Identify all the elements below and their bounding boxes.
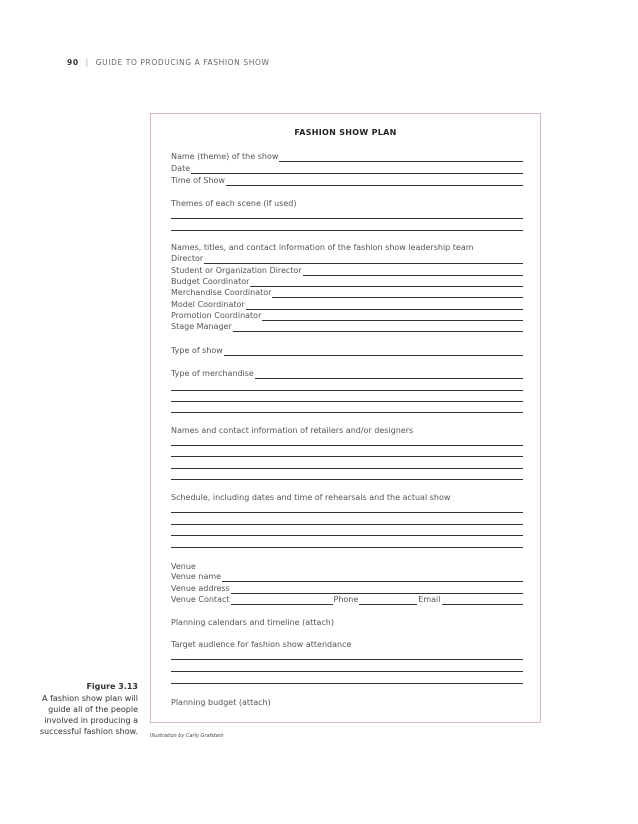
figure-label: Figure 3.13 [86, 682, 138, 691]
schedule-line[interactable] [171, 547, 523, 548]
stage-manager-label: Stage Manager [171, 322, 232, 331]
figure-caption [28, 681, 138, 737]
target-audience-line[interactable] [171, 671, 523, 672]
planning-calendars-label: Planning calendars and timeline (attach) [171, 618, 334, 627]
retailers-line[interactable] [171, 445, 523, 446]
retailers-line[interactable] [171, 456, 523, 457]
student-org-director-blank[interactable] [303, 267, 523, 276]
figure-caption-text: A fashion show plan will guide all of the people involved in producing a successful fashion show. [39, 694, 138, 736]
model-coordinator-blank[interactable] [246, 301, 523, 310]
date-row [171, 164, 523, 174]
schedule-line[interactable] [171, 535, 523, 536]
leadership-heading: Names, titles, and contact information of the fashion show leadership team [171, 243, 474, 252]
name-theme-row [171, 152, 523, 162]
promotion-coordinator-blank[interactable] [262, 312, 523, 321]
time-of-show-blank[interactable] [226, 177, 523, 186]
target-audience-line[interactable] [171, 659, 523, 660]
budget-coordinator-row [171, 277, 523, 287]
venue-name-row [171, 572, 523, 582]
illustration-credit: Illustration by Carly Grafstein [150, 733, 224, 739]
type-of-show-label: Type of show [171, 346, 223, 355]
type-of-show-row [171, 346, 523, 356]
email-label: Email [418, 595, 441, 604]
schedule-line[interactable] [171, 512, 523, 513]
schedule-heading: Schedule, including dates and time of rehearsals and the actual show [171, 493, 451, 502]
model-coordinator-row [171, 300, 523, 310]
venue-contact-row [171, 595, 523, 605]
type-of-show-blank[interactable] [224, 347, 523, 356]
fashion-show-plan-form [150, 113, 541, 723]
stage-manager-blank[interactable] [233, 323, 523, 332]
venue-address-row [171, 584, 523, 594]
student-org-director-row [171, 266, 523, 276]
promotion-coordinator-label: Promotion Coordinator [171, 311, 262, 320]
email-blank[interactable] [442, 596, 524, 605]
running-title: GUIDE TO PRODUCING A FASHION SHOW [95, 58, 270, 67]
budget-coordinator-blank[interactable] [250, 278, 523, 287]
phone-blank[interactable] [359, 596, 417, 605]
retailers-heading: Names and contact information of retailers and/or designers [171, 426, 414, 435]
name-theme-blank[interactable] [279, 153, 523, 162]
merchandise-coordinator-label: Merchandise Coordinator [171, 288, 272, 297]
venue-name-label: Venue name [171, 572, 222, 581]
venue-address-blank[interactable] [231, 585, 523, 594]
retailers-line[interactable] [171, 479, 523, 480]
type-of-merchandise-blank[interactable] [255, 370, 523, 379]
themes-line[interactable] [171, 218, 523, 219]
time-of-show-row [171, 176, 523, 186]
model-coordinator-label: Model Coordinator [171, 300, 245, 309]
form-title: FASHION SHOW PLAN [294, 128, 397, 137]
venue-contact-label: Venue Contact [171, 595, 230, 604]
date-label: Date [171, 164, 191, 173]
merchandise-line[interactable] [171, 390, 523, 391]
venue-address-label: Venue address [171, 584, 230, 593]
venue-name-blank[interactable] [222, 573, 523, 582]
date-blank[interactable] [191, 165, 523, 174]
merchandise-line[interactable] [171, 412, 523, 413]
merchandise-line[interactable] [171, 401, 523, 402]
name-theme-label: Name (theme) of the show [171, 152, 279, 161]
time-of-show-label: Time of Show [171, 176, 225, 185]
planning-budget-label: Planning budget (attach) [171, 698, 271, 707]
stage-manager-row [171, 322, 523, 332]
budget-coordinator-label: Budget Coordinator [171, 277, 250, 286]
director-label: Director [171, 254, 204, 263]
promotion-coordinator-row [171, 311, 523, 321]
retailers-line[interactable] [171, 468, 523, 469]
phone-label: Phone [333, 595, 359, 604]
student-org-director-label: Student or Organization Director [171, 266, 302, 275]
venue-contact-blank[interactable] [231, 596, 333, 605]
director-blank[interactable] [204, 255, 523, 264]
page-number: 90 [67, 58, 79, 67]
merchandise-coordinator-row [171, 288, 523, 298]
type-of-merchandise-label: Type of merchandise [171, 369, 254, 378]
type-of-merchandise-row [171, 369, 523, 379]
target-audience-line[interactable] [171, 683, 523, 684]
themes-line[interactable] [171, 230, 523, 231]
director-row [171, 254, 523, 264]
venue-heading: Venue [171, 562, 196, 571]
running-header [67, 58, 270, 67]
schedule-line[interactable] [171, 524, 523, 525]
target-audience-label: Target audience for fashion show attendance [171, 640, 352, 649]
header-separator: | [85, 58, 89, 67]
themes-scenes-label: Themes of each scene (if used) [171, 199, 297, 208]
merchandise-coordinator-blank[interactable] [272, 289, 523, 298]
